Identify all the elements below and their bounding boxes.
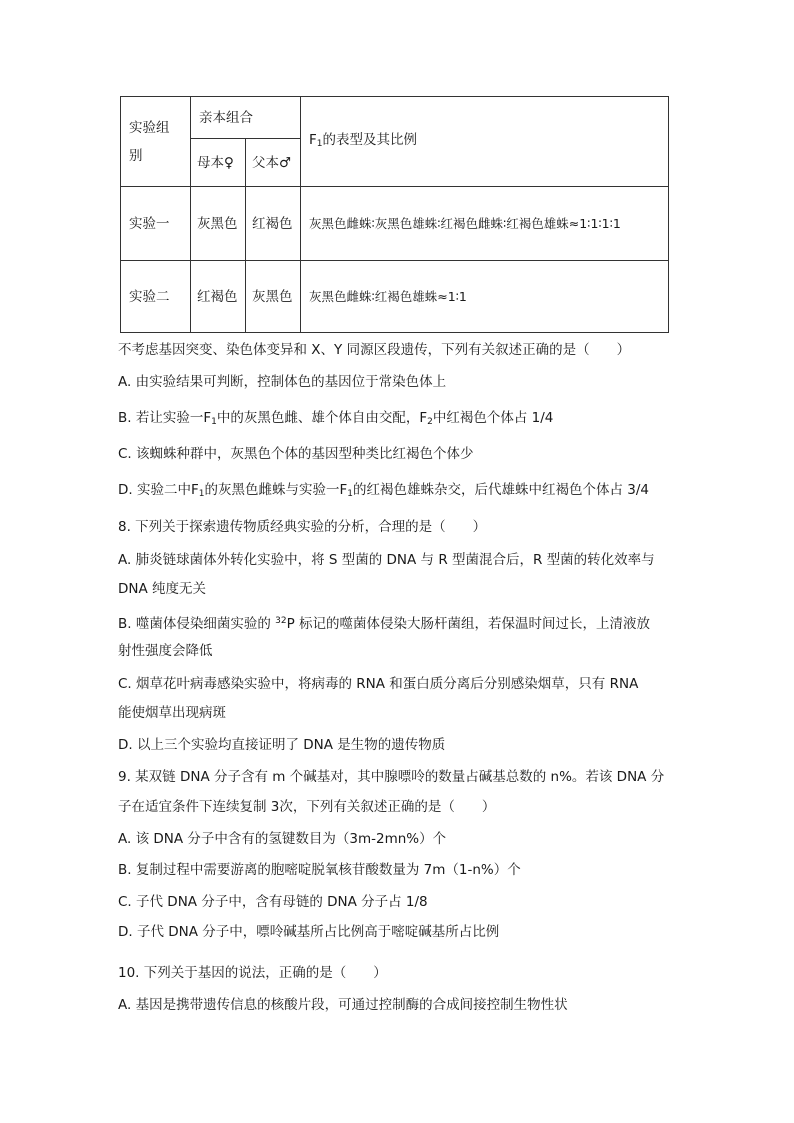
row-result: 灰黑色雌蛛∶红褐色雄蛛≈1∶1 <box>301 261 669 333</box>
row-mother: 灰黑色 <box>191 187 246 261</box>
q9-stem-line2: 子在适宜条件下连续复制 3次，下列有关叙述正确的是（ ） <box>118 799 496 815</box>
row-father: 灰黑色 <box>246 261 301 333</box>
row-group: 实验一 <box>121 187 191 261</box>
q9-option-d: D. 子代 DNA 分子中，嘌呤碱基所占比例高于嘧啶碱基所占比例 <box>118 924 500 940</box>
q8-option-c-line1: C. 烟草花叶病毒感染实验中，将病毒的 RNA 和蛋白质分离后分别感染烟草，只有 RNA <box>118 676 639 692</box>
q8-option-b-line2: 射性强度会降低 <box>118 643 213 659</box>
q8-stem: 8. 下列关于探索遗传物质经典实验的分析，合理的是（ ） <box>118 519 487 535</box>
q8-option-c-line2: 能使烟草出现病斑 <box>118 705 226 721</box>
experiment-table <box>120 96 669 333</box>
q10-option-a: A. 基因是携带遗传信息的核酸片段，可通过控制酶的合成间接控制生物性状 <box>118 997 568 1013</box>
q9-stem-line1: 9. 某双链 DNA 分子含有 m 个碱基对，其中腺嘌呤的数量占碱基总数的 n%。若该 DNA 分 <box>118 769 665 785</box>
row-group: 实验二 <box>121 261 191 333</box>
table-row <box>121 261 669 333</box>
group-header: 实验组别 <box>121 97 191 187</box>
q10-stem: 10. 下列关于基因的说法，正确的是（ ） <box>118 965 387 981</box>
q7-option-c: C. 该蜘蛛种群中，灰黑色个体的基因型种类比红褐色个体少 <box>118 446 474 462</box>
q7-option-d: D. 实验二中$F_1$的灰黑色雌蛛与实验一$F_1$的红褐色雄蛛杂交，后代雄蛛中红褐色个体占 3/4 <box>118 482 650 499</box>
q7-stem: 不考虑基因突变、染色体变异和 X、Y 同源区段遗传，下列有关叙述正确的是（ ） <box>118 342 631 358</box>
q9-option-b: B. 复制过程中需要游离的胞嘧啶脱氧核苷酸数量为 7m（1-n%）个 <box>118 862 521 878</box>
q7-option-b: B. 若让实验一$F_1$中的灰黑色雌、雄个体自由交配，$F_2$中红褐色个体占 1/4 <box>118 410 554 427</box>
mother-header: 母本♀ <box>191 139 246 187</box>
row-result: 灰黑色雌蛛∶灰黑色雄蛛∶红褐色雌蛛∶红褐色雄蛛≈1∶1∶1∶1 <box>301 187 669 261</box>
q9-option-c: C. 子代 DNA 分子中，含有母链的 DNA 分子占 1/8 <box>118 894 428 910</box>
table-row <box>121 187 669 261</box>
q8-option-b-line1: B. 噬菌体侵染细菌实验的 $^{32}$P 标记的噬菌体侵染大肠杆菌组，若保温时间过长，上清液放 <box>118 616 651 632</box>
q9-option-a: A. 该 DNA 分子中含有的氢键数目为（3m-2mn%）个 <box>118 831 447 847</box>
q8-option-a-line1: A. 肺炎链球菌体外转化实验中，将 S 型菌的 DNA 与 R 型菌混合后，R 型菌的转化效率与 <box>118 552 655 568</box>
q8-option-d: D. 以上三个实验均直接证明了 DNA 是生物的遗传物质 <box>118 737 446 753</box>
f1-header: $F_1$的表型及其比例 <box>301 97 669 187</box>
parents-header: 亲本组合 <box>191 97 301 139</box>
father-header: 父本♂ <box>246 139 301 187</box>
q7-option-a: A. 由实验结果可判断，控制体色的基因位于常染色体上 <box>118 374 447 390</box>
row-mother: 红褐色 <box>191 261 246 333</box>
row-father: 红褐色 <box>246 187 301 261</box>
q8-option-a-line2: DNA 纯度无关 <box>118 581 207 597</box>
